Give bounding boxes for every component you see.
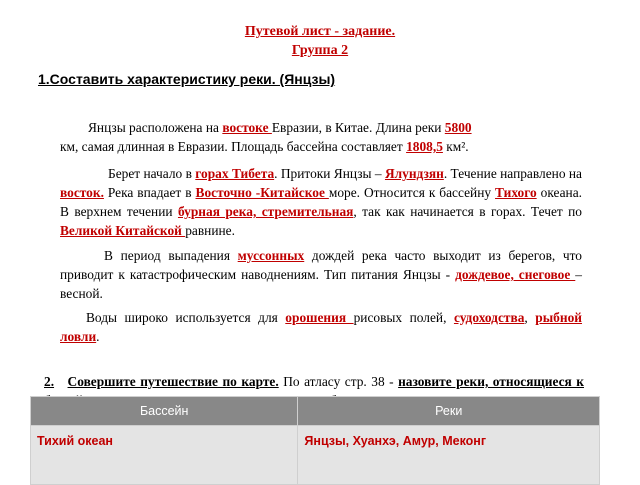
p1-text-a: Янцзы расположена на [88, 120, 223, 135]
answer-direction: восток. [60, 185, 104, 200]
p2-text-a: Берет начало в [108, 166, 196, 181]
table-header-row [31, 397, 600, 426]
p4-text-c: , [524, 310, 536, 325]
p2-text-h: равнине. [185, 223, 235, 238]
answer-fishing: рыбной ловли [60, 310, 583, 344]
paragraph-usage [60, 308, 582, 346]
task-1-heading: 1.Составить характеристику реки. (Янцзы) [38, 71, 336, 87]
answer-plain: Великой Китайской [60, 223, 186, 238]
p1-text-c: км, самая длинная в Евразии. Площадь бассейна составляет [60, 139, 407, 154]
p4-text-d: . [96, 329, 100, 344]
paragraph-source [60, 164, 582, 240]
task-2-text: По атласу стр. 38 - [278, 374, 399, 389]
table-cell-rivers[interactable]: Янцзы, Хуанхэ, Амур, Меконг [298, 426, 600, 485]
task-2-instruction: Совершите путешествие по карте. [67, 374, 279, 389]
answer-ocean: Тихого [495, 185, 537, 200]
task-2-question: назовите реки, относящиеся к [398, 374, 585, 389]
answer-length: 5800 [444, 120, 472, 135]
title-line-1: Путевой лист - задание. [244, 24, 396, 39]
answer-upper-course: бурная река, стремительная [177, 204, 354, 219]
table-row [31, 426, 600, 485]
answer-navigation: судоходства [453, 310, 525, 325]
p2-text-d: Река впадает в [103, 185, 196, 200]
answer-basin-area: 1808,5 [406, 139, 443, 154]
p4-text-a: Воды широко используется для [86, 310, 286, 325]
answer-position: востоке [222, 120, 272, 135]
task-2-number: 2. [44, 374, 55, 389]
table-header-rivers: Реки [298, 397, 600, 426]
p2-text-g: , так как начинается в горах. Течет по [353, 204, 583, 219]
worksheet-title [0, 22, 640, 60]
title-line-2: Группа 2 [291, 43, 349, 58]
p1-text-b: Евразии, в Китае. Длина реки [271, 120, 445, 135]
p3-text-b: дождей река часто выходит из берегов, что приводит к катастрофическим наводнениям. Тип питания Янцзы - [60, 248, 583, 282]
p2-text-c: . Течение направлено на [443, 166, 582, 181]
paragraph-regime [60, 246, 582, 303]
table-cell-basin[interactable]: Тихий океан [31, 426, 298, 485]
answer-rain-type: муссонных [237, 248, 305, 263]
p3-text-a: В период выпадения [104, 248, 238, 263]
p2-text-f: океана. В верхнем течении [60, 185, 582, 219]
p2-text-e: море. Относится к бассейну [328, 185, 496, 200]
p2-text-b: . Притоки Янцзы – [274, 166, 385, 181]
answer-feeding: дождевое, снеговое [455, 267, 576, 282]
p3-text-c: – весной. [60, 267, 582, 301]
p1-text-d: км². [442, 139, 469, 154]
answer-irrigation: орошения [285, 310, 354, 325]
rivers-table [30, 396, 600, 485]
paragraph-location [60, 118, 582, 156]
answer-source: горах Тибета [195, 166, 275, 181]
answer-sea: Восточно -Китайское [195, 185, 329, 200]
answer-tributary: Ялундзян [384, 166, 444, 181]
table-header-basin: Бассейн [31, 397, 298, 426]
p4-text-b: рисовых полей, [353, 310, 454, 325]
